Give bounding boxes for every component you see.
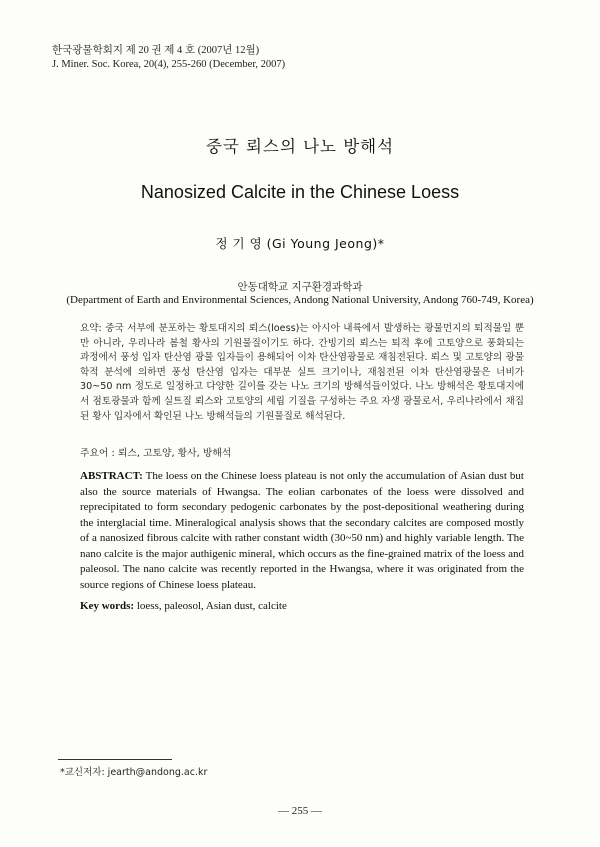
- keywords-korean-text: 뢰스, 고토양, 황사, 방해석: [117, 448, 232, 459]
- author-line: 정 기 영 (Gi Young Jeong)*: [215, 236, 385, 251]
- affiliation-korean: 안동대학교 지구환경과학과: [237, 281, 363, 293]
- abstract-korean-text: 중국 서부에 분포하는 황토대지의 뢰스(loess)는 아시아 내륙에서 발생하는 광물먼지의 퇴적물일 뿐만 아니라, 우리나라 봄철 황사의 기원물질이기도 하다. 간빙기의 뢰스는 퇴적 후에 고토양으로 풍화되는 과정에서 풍성 입자 탄산염 광물 입자들이 용해되어 이차 탄산염광물로 재침전된다. 뢰스 및 고토양의 광물학적 분석에 의하면 풍성 탄산염 입자는 대부분 실트 크기이나, 재침전된 이차 탄산염광물은 너비가 30~50 nm 정도로 일정하고 다양한 길이를 갖는 나노 크기의 방해석들이었다. 나노 방해석은 황토대지에서 점토광물과 함께 실트질 뢰스와 고토양의 세립 기질을 구성하는 주요 자생 광물로서, 우리나라에서 채집된 황사 입자에서 확인된 나노 방해석들의 기원물질로 해석된다.: [80, 323, 524, 422]
- page-number: ― 255 ―: [278, 805, 322, 817]
- abstract-korean-label: 요약: [80, 323, 99, 334]
- footnote-divider: [58, 759, 172, 760]
- abstract-korean: 요약: 중국 서부에 분포하는 황토대지의 뢰스(loess)는 아시아 내륙에서 발생하는 광물먼지의 퇴적물일 뿐만 아니라, 우리나라 봄철 황사의 기원물질이기도 하다. 간빙기의 뢰스는 퇴적 후에 고토양으로 풍화되는 과정에서 풍성 입자 탄산염 광물 입자들이 용해되어 이차 탄산염광물로 재침전된다. 뢰스 및 고토양의 광물학적 분석에 의하면 풍성 탄산염 입자는 대부분 실트 크기이나, 재침전된 이차 탄산염광물은 너비가 30~50 nm 정도로 일정하고 다양한 길이를 갖는 나노 크기의 방해석들이었다. 나노 방해석은 황토대지에서 점토광물과 함께 실트질 뢰스와 고토양의 세립 기질을 구성하는 주요 자생 광물로서, 우리나라에서 채집된 황사 입자에서 확인된 나노 방해석들의 기원물질로 해석된다.: [80, 323, 524, 422]
- journal-citation-korean: 한국광물학회지 제 20 권 제 4 호 (2007년 12월): [52, 45, 260, 56]
- keywords-english: Key words: loess, paleosol, Asian dust, calcite: [80, 600, 287, 612]
- corresponding-author-footnote: *교신저자: jearth@andong.ac.kr: [60, 767, 208, 778]
- title-english: Nanosized Calcite in the Chinese Loess: [140, 182, 460, 202]
- journal-citation-english: J. Miner. Soc. Korea, 20(4), 255-260 (December, 2007): [52, 59, 286, 70]
- keywords-korean-label: 주요어: [80, 448, 109, 459]
- keywords-english-text: loess, paleosol, Asian dust, calcite: [136, 600, 287, 612]
- journal-header: [52, 44, 285, 72]
- abstract-english-text: The loess on the Chinese loess plateau is not only the accumulation of Asian dust but also the source materials of Hwangsa. The eolian carbonates of the loess were dissolved and reprecipitated to form secondary pedogenic carbonates by the post-depositional weathering during the interglacial time. Mineralogical analysis shows that the secondary calcites are composed mostly of a nanosized fibrous calcite with rather constant width (30~50 nm) and highly variable length. The nano calcite is the major authigenic mineral, which occurs as the fine-grained matrix of the loess and paleosol. The nano calcite was recently reported in the Hwangsa, where it was originated from the source regions of Chinese loess plateau.: [80, 470, 524, 591]
- keywords-english-label: Key words: [80, 600, 131, 612]
- abstract-english: ABSTRACT: The loess on the Chinese loess plateau is not only the accumulation of Asian dust but also the source materials of Hwangsa. The eolian carbonates of the loess were dissolved and reprecipitated to form secondary pedogenic carbonates by the post-depositional weathering during the interglacial time. Mineralogical analysis shows that the secondary calcites are composed mostly of a nanosized fibrous calcite with rather constant width (30~50 nm) and highly variable length. The nano calcite is the major authigenic mineral, which occurs as the fine-grained matrix of the loess and paleosol. The nano calcite was recently reported in the Hwangsa, where it was originated from the source regions of Chinese loess plateau.: [80, 470, 524, 591]
- keywords-korean: 주요어 : 뢰스, 고토양, 황사, 방해석: [80, 448, 232, 459]
- title-korean: 중국 뢰스의 나노 방해석: [205, 137, 395, 156]
- abstract-english-label: ABSTRACT: [80, 470, 140, 482]
- affiliation-english: (Department of Earth and Environmental Sciences, Andong National University, Andong 760-749, Korea): [66, 294, 534, 306]
